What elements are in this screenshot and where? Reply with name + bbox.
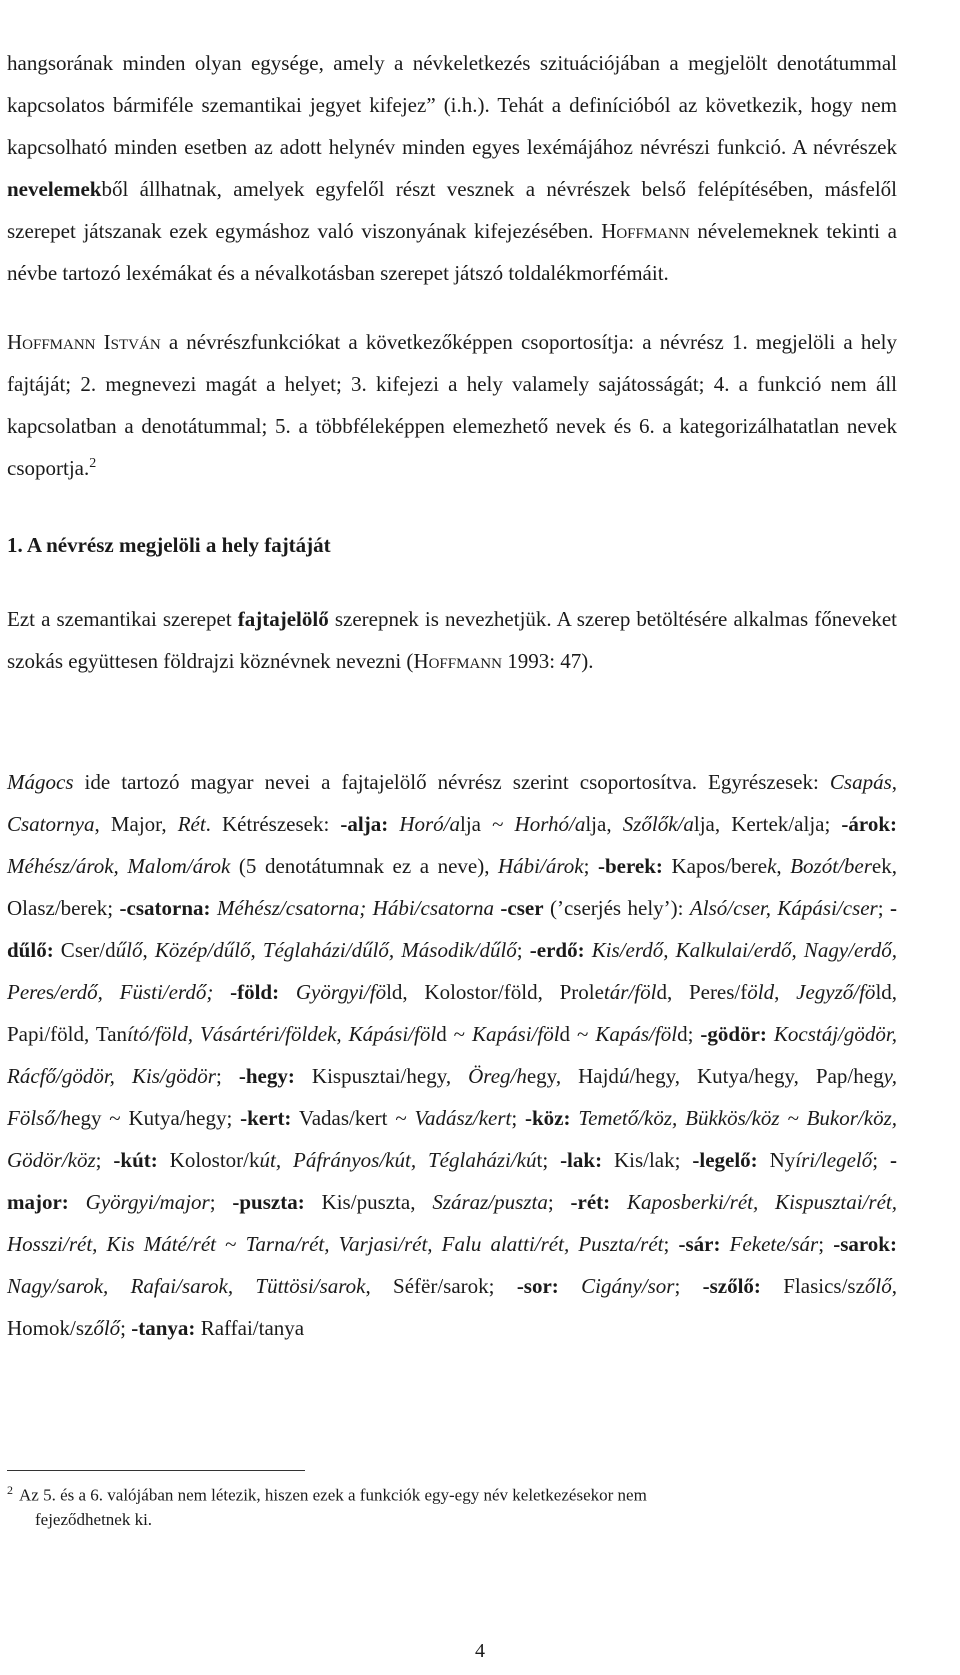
place-name: Méhész/árok, Malom/árok (7, 854, 231, 878)
text-run: ; (516, 938, 530, 962)
place-name: Fekete/sár (729, 1232, 819, 1256)
place-name: Kaposberki/rét, Kispusztai/rét, Hosszi/rét, Kis Máté/rét (7, 1190, 898, 1256)
text-run: szerepnek is nevezhetjük. A szerep betöltésére alkalmas főneveket szokás együttesen földrajzi köznévnek nevezni ( (7, 607, 897, 673)
place-name: Kapási/föl (472, 1022, 560, 1046)
suffix-label: -alja: (340, 812, 389, 836)
text-run: lja, (585, 812, 623, 836)
suffix-label: -csatorna: (119, 896, 211, 920)
place-name: Száraz/puszta (432, 1190, 548, 1214)
footnote-text-continued: fejeződhetnek ki. (35, 1509, 153, 1529)
place-name: Csatornya (7, 812, 95, 836)
text-run (585, 938, 592, 962)
text-run: ek, Olasz/berek; (7, 854, 897, 920)
text-run: ; (674, 1274, 703, 1298)
place-name: Jegyző/fö (796, 980, 876, 1004)
text-run: 1993: 47). (501, 649, 594, 673)
suffix-label: -árok: (841, 812, 898, 836)
text-run: ide tartozó magyar nevei a fajtajelölő névrész szerint csoportosítva. Egyrészesek: (73, 770, 830, 794)
place-name: őlő (93, 1316, 121, 1340)
bold-term: fajtajelölő (237, 607, 329, 631)
place-name: k (767, 854, 777, 878)
text-run: ld, Kolostor/föld, Prole (386, 980, 604, 1004)
text-run: ld, Papi/föld, Tan (7, 980, 898, 1046)
place-name: Tarna/rét, Varjasi/rét, Falu alatti/rét, Puszta/rét (245, 1232, 664, 1256)
text-run: ~ (216, 1232, 246, 1256)
place-name: Közép/dűlő, Téglaházi/dűlő, Második/dűlő (154, 938, 517, 962)
place-name: Csapás (829, 770, 892, 794)
suffix-label: -puszta: (232, 1190, 305, 1214)
place-name: ú (618, 1064, 630, 1088)
text-run: Kis/lak; (602, 1148, 693, 1172)
suffix-label: -erdő: (529, 938, 585, 962)
paragraph-intro (7, 42, 897, 294)
place-name: ító/föld, Vásártéri/földek, Kápási/föl (127, 1022, 437, 1046)
suffix-label: -szőlő: (702, 1274, 761, 1298)
text-run: lja ~ (460, 812, 515, 836)
text-run (767, 1022, 774, 1046)
place-name: Bozót/ber (790, 854, 872, 878)
suffix-label: -rét: (570, 1190, 611, 1214)
text-run: Kispusztai/hegy, (294, 1064, 469, 1088)
author-name: Hoffmann István (7, 330, 161, 354)
place-name: út, Páfrányos/kút, Téglaházi/kú (259, 1148, 537, 1172)
text-run: Kolostor/k (157, 1148, 260, 1172)
text-run (559, 1274, 581, 1298)
text-run: Kis/puszta, (304, 1190, 433, 1214)
text-run (213, 980, 230, 1004)
place-name: Kapás/föl (595, 1022, 678, 1046)
place-name: /erdő, Füsti/erdő; (54, 980, 214, 1004)
suffix-label: -dűlő: (7, 896, 897, 962)
footnote-number: 2 (7, 1483, 13, 1497)
place-name: Vadász/kert (414, 1106, 512, 1130)
text-run: (’cserjés hely’): (543, 896, 690, 920)
text-run: névelemeknek tekinti a névbe tartozó lexémákat és a névalkotásban szerepet játszó toldalékmorfémáit. (7, 219, 897, 285)
text-run: hangsorának minden olyan egysége, amely a névkeletkezés szituációjában a megjelölt denotátummal kapcsolatos bármiféle szemantikai jegyet kifejez” (i.h.). Tehát a definícióból az következik, hogy nem kapcsolható minden esetben az adott helynév minden egyes lexémájához névrészi funkció. A névrészek (7, 51, 897, 159)
page-number: 4 (475, 1640, 485, 1662)
place-name: Kis/erdő, Kalkulai/erdő, Nagy/erdő, Pere (7, 938, 898, 1004)
text-run: , Séfër/sarok; (365, 1274, 517, 1298)
text-run: ből állhatnak, amelyek egyfelől részt vesznek a névrészek belső felépítésében, másfelől szerepet játszanak ezek egymáshoz való viszonyának kifejezésében. (7, 177, 897, 243)
text-run: d; (677, 1022, 701, 1046)
text-run: Ezt a szemantikai szerepet (7, 607, 238, 631)
text-run: ; (120, 1316, 132, 1340)
footnote-ref[interactable]: 2 (89, 456, 97, 471)
suffix-label: -berek: (597, 854, 663, 878)
text-run: ; (583, 854, 598, 878)
footnote-divider (7, 1470, 305, 1471)
text-run (388, 812, 399, 836)
place-name: Méhész/csatorna; Hábi/csatorna (216, 896, 494, 920)
footnote-text: Az 5. és a 6. valójában nem létezik, hiszen ezek a funkciók egy-egy név keletkezésekor nem (19, 1485, 647, 1505)
text-run: , (774, 980, 797, 1004)
text-run: ; (215, 1064, 239, 1088)
text-run: ; (511, 1106, 525, 1130)
text-run: t; (536, 1148, 561, 1172)
text-run: ; (95, 1148, 114, 1172)
text-run: , Homok/sz (7, 1274, 898, 1340)
text-run: /hegy, Kutya/hegy, Pap/heg (629, 1064, 884, 1088)
place-name: Hábi/árok (498, 854, 584, 878)
text-run: d ~ (436, 1022, 473, 1046)
place-name: tár/föl (603, 980, 657, 1004)
place-name: Nagy/sarok, Rafai/sarok, Tüttösi/sarok (7, 1274, 366, 1298)
suffix-label: -sor: (516, 1274, 559, 1298)
text-run: Flasics/sz (760, 1274, 865, 1298)
text-run: Cser/d (53, 938, 116, 962)
place-name: őlő (864, 1274, 892, 1298)
text-run: Raffai/tanya (195, 1316, 305, 1340)
text-run: , (142, 938, 155, 962)
text-run: , (891, 770, 897, 794)
text-run: , Major, (94, 812, 178, 836)
place-name: Rét (177, 812, 206, 836)
text-run: Vadas/kert ~ (291, 1106, 415, 1130)
bold-term: nevelemek (7, 177, 102, 201)
place-name: íri/legelő (795, 1148, 873, 1172)
text-run (69, 1190, 86, 1214)
section-heading: 1. A névrész megjelöli a hely fajtáját (7, 533, 331, 557)
place-name: Mágocs (7, 770, 74, 794)
text-run: (5 denotátumnak ez a neve), (230, 854, 499, 878)
place-name: Györgyi/major (85, 1190, 210, 1214)
place-name: Kocstáj/gödör, Rácfő/gödör, Kis/gödör (7, 1022, 897, 1088)
text-run: s (45, 980, 55, 1004)
text-run: , (776, 854, 791, 878)
place-name: Alsó/cser, Kápási/cser (689, 896, 878, 920)
text-run: Kapos/bere (662, 854, 768, 878)
text-run: lja, Kertek/alja; (693, 812, 842, 836)
suffix-label: -major: (7, 1148, 897, 1214)
author-name: Hoffmann (601, 219, 690, 243)
text-run: ; (663, 1232, 679, 1256)
paragraph-definition (7, 598, 897, 682)
place-name: Horhó/a (514, 812, 586, 836)
text-run (279, 980, 296, 1004)
paragraph-place-names (7, 761, 897, 1349)
paragraph-functions (7, 321, 897, 489)
text-run: ; (818, 1232, 834, 1256)
place-name: Horó/a (399, 812, 460, 836)
suffix-label: -gödör: (700, 1022, 767, 1046)
text-run: egy, Hajd (526, 1064, 619, 1088)
text-run: d ~ (559, 1022, 596, 1046)
place-name: öld (747, 980, 775, 1004)
suffix-label: -köz: (525, 1106, 571, 1130)
suffix-label: -lak: (560, 1148, 603, 1172)
author-name: Hoffmann (413, 649, 502, 673)
place-name: Temető/köz, Bükkös/köz ~ Bukor/köz, Gödör/köz (7, 1106, 897, 1172)
text-run: Ny (757, 1148, 796, 1172)
place-name: Szőlők/a (622, 812, 694, 836)
suffix-label: -sár: (678, 1232, 721, 1256)
text-run: ; (872, 1148, 890, 1172)
suffix-label: -legelő: (692, 1148, 758, 1172)
place-name: Cigány/sor (581, 1274, 675, 1298)
suffix-label: -cser (500, 896, 544, 920)
suffix-label: -tanya: (131, 1316, 196, 1340)
text-run (720, 1232, 729, 1256)
text-run: . Kétrészesek: (205, 812, 341, 836)
text-run: a névrészfunkciókat a következőképpen csoportosítja: a névrész 1. megjelöli a hely fajtáját; 2. megnevezi magát a helyet; 3. kifejezi a hely valamely sajátosságát; 4. a funkció nem áll kapcsolatban a denotátummal; 5. a többféleképpen elemezhető nevek és 6. a kategorizálhatatlan nevek csoportja. (7, 330, 897, 480)
text-run: egy ~ Kutya/hegy; (71, 1106, 241, 1130)
suffix-label: -sarok: (833, 1232, 897, 1256)
text-run (610, 1190, 627, 1214)
place-name: Györgyi/fö (295, 980, 387, 1004)
place-name: űlő (115, 938, 143, 962)
place-name: Öreg/h (468, 1064, 527, 1088)
suffix-label: -kert: (240, 1106, 292, 1130)
text-run: d, Peres/f (656, 980, 748, 1004)
place-name: y, Fölső/h (7, 1064, 897, 1130)
footnote (7, 1478, 897, 1532)
suffix-label: -kút: (113, 1148, 158, 1172)
text-run: ; (877, 896, 890, 920)
suffix-label: -hegy: (238, 1064, 295, 1088)
suffix-label: -föld: (230, 980, 280, 1004)
text-run: ; (547, 1190, 571, 1214)
text-run: ; (209, 1190, 233, 1214)
